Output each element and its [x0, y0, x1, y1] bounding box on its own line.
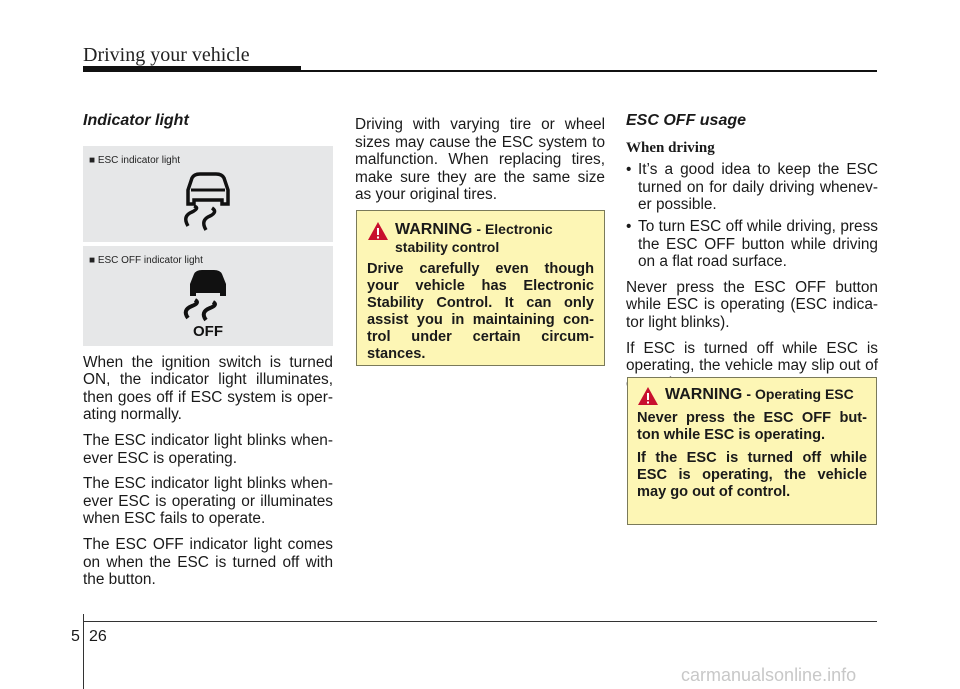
esc-off-icon	[178, 268, 238, 338]
subheading-when-driving: When driving	[626, 139, 715, 156]
page-number: 26	[89, 628, 107, 645]
section-heading-esc-off-usage: ESC OFF usage	[626, 112, 747, 129]
footer-vertical-rule	[83, 614, 84, 689]
warning-subtitle: - Electronic stability control	[395, 221, 553, 255]
esc-off-indicator-caption: ■ ESC OFF indicator light	[89, 254, 203, 266]
warning-header	[367, 221, 594, 257]
watermark: carmanualsonline.info	[681, 665, 857, 685]
list-item: • To turn ESC off while driving, press the ESC OFF button while driving on a flat road surface.	[626, 218, 878, 271]
indicator-light-figure	[83, 146, 333, 346]
esc-skid-icon	[178, 170, 238, 234]
list-item: • It’s a good idea to keep the ESC turned on for daily driving whenev- er possible.	[626, 161, 878, 214]
left-column	[83, 112, 333, 597]
esc-indicator-panel	[83, 146, 333, 242]
paragraph: When the ignition switch is turned ON, the indicator light illuminates, then goes off if ESC system is oper- ating normally.	[83, 353, 333, 424]
paragraph: If ESC is turned off while ESC is operating, the vehicle may slip out of	[626, 339, 878, 375]
right-column	[626, 112, 878, 400]
esc-indicator-caption: ■ ESC indicator light	[89, 154, 181, 166]
page-header-title: Driving your vehicle	[83, 44, 250, 66]
middle-column	[355, 116, 605, 212]
warning-body: If the ESC is turned off while ESC is operating, the vehicle may go out of control.	[637, 450, 867, 500]
warning-triangle-icon	[637, 386, 659, 406]
off-label: OFF	[193, 322, 223, 338]
section-heading-indicator-light: Indicator light	[83, 112, 189, 129]
warning-body: Drive carefully even though your vehicle has Electronic Stability Control. It can only assist you in maintaining con- trol under certain circum- stances.	[367, 261, 594, 362]
warning-word: WARNING	[665, 386, 743, 403]
paragraph: The ESC indicator light blinks when- ever ESC is operating.	[83, 431, 333, 467]
warning-subtitle: - Operating ESC	[746, 386, 854, 402]
chapter-number: 5	[71, 628, 80, 645]
footer-rule	[83, 621, 877, 622]
warning-box-electronic-stability	[356, 210, 605, 366]
paragraph: The ESC indicator light blinks when- ever ESC is operating or illuminates when ESC fails to operate.	[83, 475, 333, 528]
warning-header	[637, 386, 867, 406]
esc-off-indicator-panel	[83, 246, 333, 342]
warning-box-operating-esc	[627, 377, 877, 525]
bullet-list	[626, 161, 878, 271]
header-rule-thin	[301, 70, 877, 72]
warning-body: Never press the ESC OFF but- ton while ESC is operating.	[637, 410, 867, 443]
warning-word: WARNING	[395, 221, 473, 238]
paragraph: Never press the ESC OFF button while ESC is operating (ESC indica- tor light blinks).	[626, 278, 878, 331]
header-rule-thick	[83, 66, 301, 72]
paragraph: The ESC OFF indicator light comes on when the ESC is turned off with the button.	[83, 535, 333, 589]
paragraph: Driving with varying tire or wheel sizes may cause the ESC system to malfunction. When replacing tires, make sure they are the same size as your original tires.	[355, 116, 605, 204]
warning-triangle-icon	[367, 221, 389, 241]
